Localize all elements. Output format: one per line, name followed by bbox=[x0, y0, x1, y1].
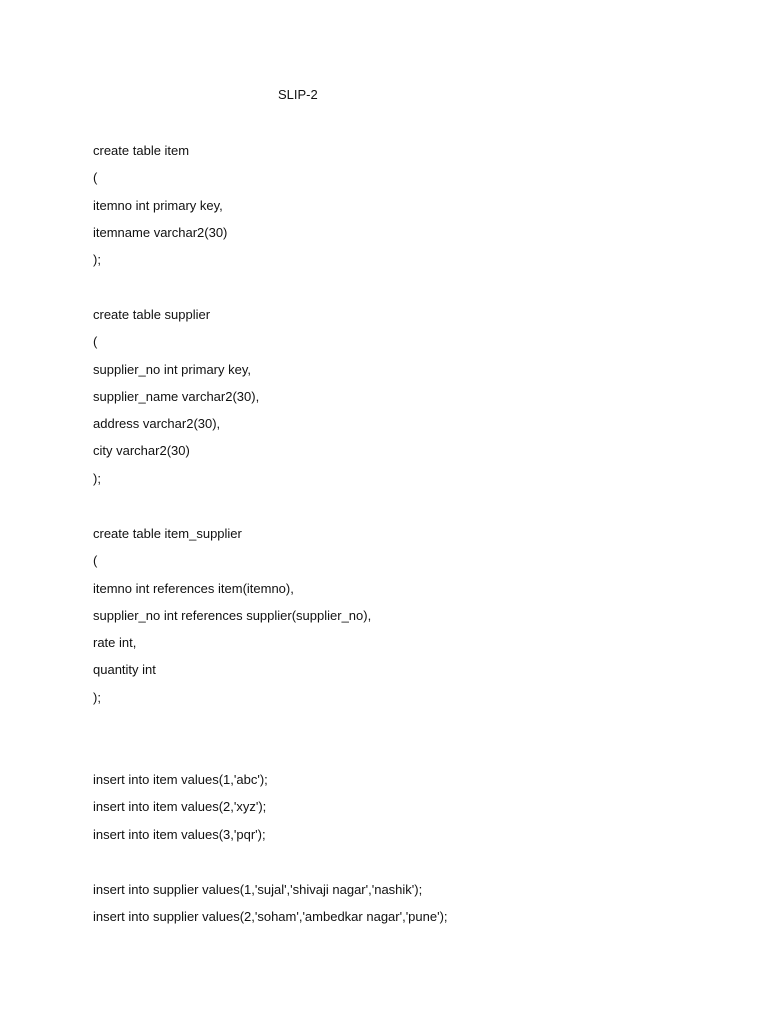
create-table-supplier-block bbox=[93, 301, 259, 492]
code-line: supplier_no int primary key, bbox=[93, 361, 251, 377]
code-line: ( bbox=[93, 170, 98, 186]
code-line: city varchar2(30) bbox=[93, 443, 190, 459]
code-line: supplier_no int references supplier(supplier_no), bbox=[93, 607, 372, 623]
create-table-item-supplier-block bbox=[93, 520, 371, 711]
code-line: insert into supplier values(2,'soham','ambedkar nagar','pune'); bbox=[93, 909, 448, 925]
code-line: rate int, bbox=[93, 635, 137, 651]
code-line: itemno int primary key, bbox=[93, 197, 223, 213]
code-line: create table item bbox=[93, 143, 190, 158]
create-table-item-block bbox=[93, 137, 227, 273]
insert-supplier-block bbox=[93, 876, 448, 931]
code-line: create table supplier bbox=[93, 307, 211, 322]
code-line: insert into item values(1,'abc'); bbox=[93, 772, 268, 787]
code-line: ( bbox=[93, 334, 98, 350]
page-title: SLIP-2 bbox=[278, 87, 318, 102]
code-line: ); bbox=[93, 252, 101, 268]
code-line: supplier_name varchar2(30), bbox=[93, 388, 260, 404]
code-line: ); bbox=[93, 470, 101, 486]
code-line: insert into item values(3,'pqr'); bbox=[93, 826, 266, 842]
code-line: quantity int bbox=[93, 662, 156, 678]
code-line: insert into supplier values(1,'sujal','shivaji nagar','nashik'); bbox=[93, 882, 423, 897]
code-line: itemname varchar2(30) bbox=[93, 224, 228, 240]
code-line: address varchar2(30), bbox=[93, 416, 221, 432]
code-line: ); bbox=[93, 689, 101, 705]
code-line: ( bbox=[93, 553, 98, 569]
insert-item-block bbox=[93, 766, 268, 848]
code-line: insert into item values(2,'xyz'); bbox=[93, 799, 267, 815]
code-line: itemno int references item(itemno), bbox=[93, 580, 294, 596]
code-line: create table item_supplier bbox=[93, 526, 242, 541]
